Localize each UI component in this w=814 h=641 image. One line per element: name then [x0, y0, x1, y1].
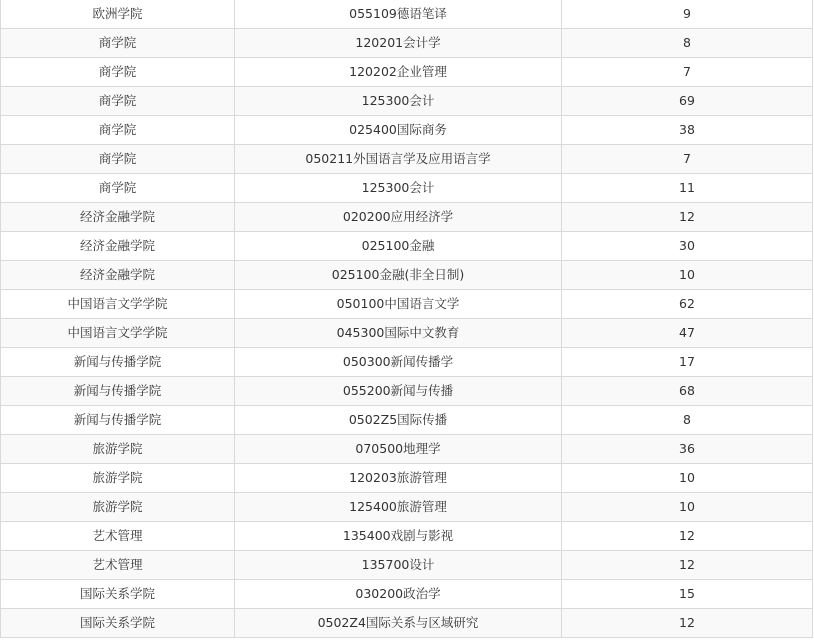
- college-cell: 中国语言文学学院: [1, 290, 235, 319]
- college-cell: 新闻与传播学院: [1, 377, 235, 406]
- table-row: [1, 580, 813, 609]
- college-cell: 艺术管理: [1, 522, 235, 551]
- college-cell: 经济金融学院: [1, 261, 235, 290]
- major-cell: 025400国际商务: [235, 116, 562, 145]
- table-row: [1, 58, 813, 87]
- count-cell: 69: [562, 87, 813, 116]
- table-row: [1, 406, 813, 435]
- count-cell: 8: [562, 406, 813, 435]
- count-cell: 68: [562, 377, 813, 406]
- count-cell: 12: [562, 203, 813, 232]
- major-cell: 0502Z5国际传播: [235, 406, 562, 435]
- count-cell: 11: [562, 174, 813, 203]
- major-cell: 120202企业管理: [235, 58, 562, 87]
- major-cell: 025100金融(非全日制): [235, 261, 562, 290]
- table-body: [1, 0, 813, 638]
- table-row: [1, 87, 813, 116]
- college-cell: 国际关系学院: [1, 580, 235, 609]
- major-cell: 045300国际中文教育: [235, 319, 562, 348]
- college-cell: 艺术管理: [1, 551, 235, 580]
- count-cell: 8: [562, 29, 813, 58]
- major-cell: 125400旅游管理: [235, 493, 562, 522]
- major-cell: 125300会计: [235, 87, 562, 116]
- college-cell: 商学院: [1, 174, 235, 203]
- major-cell: 020200应用经济学: [235, 203, 562, 232]
- major-cell: 070500地理学: [235, 435, 562, 464]
- college-cell: 新闻与传播学院: [1, 406, 235, 435]
- count-cell: 15: [562, 580, 813, 609]
- college-cell: 欧洲学院: [1, 0, 235, 29]
- table-row: [1, 319, 813, 348]
- count-cell: 7: [562, 58, 813, 87]
- college-cell: 旅游学院: [1, 435, 235, 464]
- table-row: [1, 464, 813, 493]
- table-row: [1, 29, 813, 58]
- count-cell: 38: [562, 116, 813, 145]
- table-row: [1, 609, 813, 638]
- table-row: [1, 0, 813, 29]
- major-cell: 050100中国语言文学: [235, 290, 562, 319]
- table-row: [1, 261, 813, 290]
- count-cell: 47: [562, 319, 813, 348]
- college-cell: 新闻与传播学院: [1, 348, 235, 377]
- count-cell: 12: [562, 522, 813, 551]
- table-row: [1, 551, 813, 580]
- major-cell: 125300会计: [235, 174, 562, 203]
- count-cell: 7: [562, 145, 813, 174]
- major-cell: 025100金融: [235, 232, 562, 261]
- table-row: [1, 493, 813, 522]
- table-row: [1, 435, 813, 464]
- table-row: [1, 522, 813, 551]
- major-cell: 050211外国语言学及应用语言学: [235, 145, 562, 174]
- count-cell: 9: [562, 0, 813, 29]
- count-cell: 10: [562, 464, 813, 493]
- table-row: [1, 116, 813, 145]
- college-cell: 经济金融学院: [1, 203, 235, 232]
- count-cell: 30: [562, 232, 813, 261]
- college-cell: 旅游学院: [1, 493, 235, 522]
- college-cell: 商学院: [1, 87, 235, 116]
- count-cell: 12: [562, 551, 813, 580]
- major-cell: 135400戏剧与影视: [235, 522, 562, 551]
- major-cell: 135700设计: [235, 551, 562, 580]
- table-row: [1, 232, 813, 261]
- college-cell: 商学院: [1, 29, 235, 58]
- count-cell: 10: [562, 493, 813, 522]
- count-cell: 17: [562, 348, 813, 377]
- college-cell: 旅游学院: [1, 464, 235, 493]
- college-cell: 国际关系学院: [1, 609, 235, 638]
- major-cell: 0502Z4国际关系与区域研究: [235, 609, 562, 638]
- college-cell: 经济金融学院: [1, 232, 235, 261]
- table-row: [1, 174, 813, 203]
- table-row: [1, 377, 813, 406]
- table-row: [1, 145, 813, 174]
- count-cell: 62: [562, 290, 813, 319]
- major-cell: 055200新闻与传播: [235, 377, 562, 406]
- table-row: [1, 203, 813, 232]
- major-cell: 050300新闻传播学: [235, 348, 562, 377]
- college-cell: 中国语言文学学院: [1, 319, 235, 348]
- major-cell: 030200政治学: [235, 580, 562, 609]
- major-cell: 055109德语笔译: [235, 0, 562, 29]
- count-cell: 12: [562, 609, 813, 638]
- major-cell: 120203旅游管理: [235, 464, 562, 493]
- major-cell: 120201会计学: [235, 29, 562, 58]
- table-row: [1, 348, 813, 377]
- count-cell: 10: [562, 261, 813, 290]
- count-cell: 36: [562, 435, 813, 464]
- table-row: [1, 290, 813, 319]
- college-cell: 商学院: [1, 145, 235, 174]
- college-cell: 商学院: [1, 58, 235, 87]
- college-cell: 商学院: [1, 116, 235, 145]
